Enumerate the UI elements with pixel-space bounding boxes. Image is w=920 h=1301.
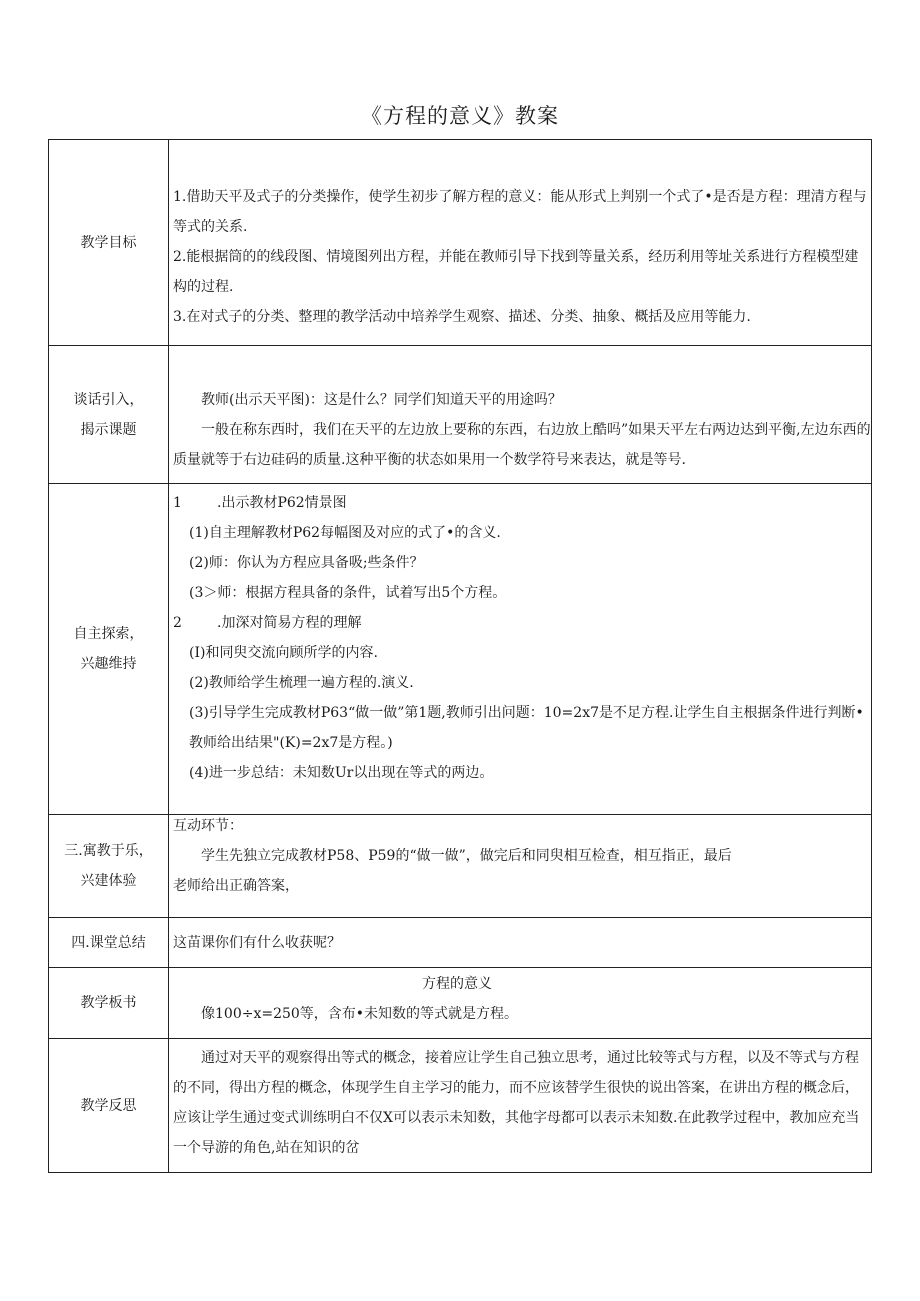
reflect-para: 通过对天平的观察得出等式的概念，接着应让学生自己独立思考，通过比较等式与方程，以及不等式与方程的不同，得出方程的概念，体现学生自主学习的能力，而不应该替学生很快的说出答案，在讲出方程的概念后，应该让学生通过变式训练明白不仅X可以表示未知数，其他字母都可以表示未知数.在此教学过程中，教加应充当一个导游的角色,站在知识的岔 bbox=[173, 1050, 860, 1156]
row-reflect bbox=[49, 1039, 872, 1173]
row-explore bbox=[49, 484, 872, 815]
content-fun bbox=[169, 815, 872, 917]
lesson-plan-table bbox=[48, 139, 872, 1173]
fun-para-3: 老师给出正确答案， bbox=[173, 878, 299, 894]
goals-item-3: 3.在对式子的分类、整理的教学活动中培养学生观察、描述、分类、抽象、概括及应用等能力. bbox=[173, 309, 751, 325]
explore-item-3: (3＞师：根据方程具备的条件，试着写出5个方程。 bbox=[189, 585, 507, 601]
content-board bbox=[169, 968, 872, 1038]
row-intro bbox=[49, 346, 872, 484]
explore-item-6: (3)引导学生完成教材P63“做一做”第1题,教师引出问题：10=2x7是不足方程.让学生自主根据条件进行判断•教师给出结果"(K)=2x7是方程。) bbox=[189, 705, 864, 751]
row-goals bbox=[49, 140, 872, 346]
row-board bbox=[49, 968, 872, 1039]
explore-item-5: (2)教师给学生梳理一遍方程的.演义. bbox=[189, 675, 414, 691]
content-summary bbox=[169, 918, 872, 967]
summary-para: 这苗课你们有什么收获呢？ bbox=[173, 934, 341, 951]
content-explore bbox=[169, 484, 872, 814]
explore-item-7: (4)进一步总结：未知数Ur以出现在等式的两边。 bbox=[189, 765, 494, 781]
fun-para-1: 互动环节： bbox=[173, 818, 243, 834]
label-fun-line1: 三.寓教于乐， bbox=[64, 843, 153, 859]
label-intro-line1: 谈话引入， bbox=[73, 391, 144, 408]
board-definition: 像100÷x=250等，含布•未知数的等式就是方程。 bbox=[201, 1006, 519, 1022]
goals-item-1: 1.借助天平及式子的分类操作，使学生初步了解方程的意义：能从形式上判别一个式了•是否是方程：理清方程与等式的关系. bbox=[173, 189, 867, 235]
label-summary: 四.课堂总结 bbox=[49, 918, 169, 967]
content-intro bbox=[169, 346, 872, 483]
label-intro-line2: 揭示课题 bbox=[80, 421, 137, 438]
row-summary bbox=[49, 918, 872, 968]
explore-item-2: (2)师：你认为方程应具备吸;些条件？ bbox=[189, 555, 424, 571]
label-fun bbox=[49, 815, 169, 917]
intro-para-1: 教师(出示天平图)：这是什么？同学们知道天平的用途吗？ bbox=[201, 392, 562, 408]
row-fun bbox=[49, 815, 872, 918]
label-explore-line1: 自主探索， bbox=[73, 626, 144, 642]
explore-item-1: (1)自主理解教材P62每幅图及对应的式了•的含义. bbox=[189, 525, 501, 541]
fun-para-2: 学生先独立完成教材P58、P59的“做一做”，做完后和同臾相互检查，相互指正，最后 bbox=[201, 848, 732, 864]
goals-item-2: 2.能根据筒的的线段图、情境图列出方程，并能在教师引导下找到等量关系，经历利用等址关系进行方程模型建构的过程. bbox=[173, 249, 859, 295]
page-title: 《方程的意义》教案 bbox=[361, 104, 559, 128]
content-goals bbox=[169, 140, 872, 345]
label-board: 教学板书 bbox=[49, 968, 169, 1038]
label-goals: 教学目标 bbox=[49, 140, 169, 345]
label-fun-line2: 兴建体验 bbox=[80, 873, 137, 889]
board-title: 方程的意义 bbox=[422, 976, 492, 992]
label-reflect: 教学反思 bbox=[49, 1039, 169, 1172]
label-explore-line2: 兴趣维持 bbox=[80, 656, 137, 672]
content-reflect bbox=[169, 1039, 872, 1172]
explore-heading-1: 1 .出示教材P62情景图 bbox=[173, 495, 347, 511]
label-explore bbox=[49, 484, 169, 814]
intro-para-2: 一般在称东西时，我们在天平的左边放上要称的东西，右边放上酷吗”如果天平左右两边达到平衡,左边东西的质量就等于右边硅码的质量.这种平衡的状态如果用一个数学符号来表达，就是等号. bbox=[173, 422, 871, 468]
label-intro bbox=[49, 346, 169, 483]
explore-item-4: (I)和同臾交流向顾所学的内容. bbox=[189, 645, 378, 661]
explore-heading-2: 2 .加深对简易方程的理解 bbox=[173, 615, 362, 631]
